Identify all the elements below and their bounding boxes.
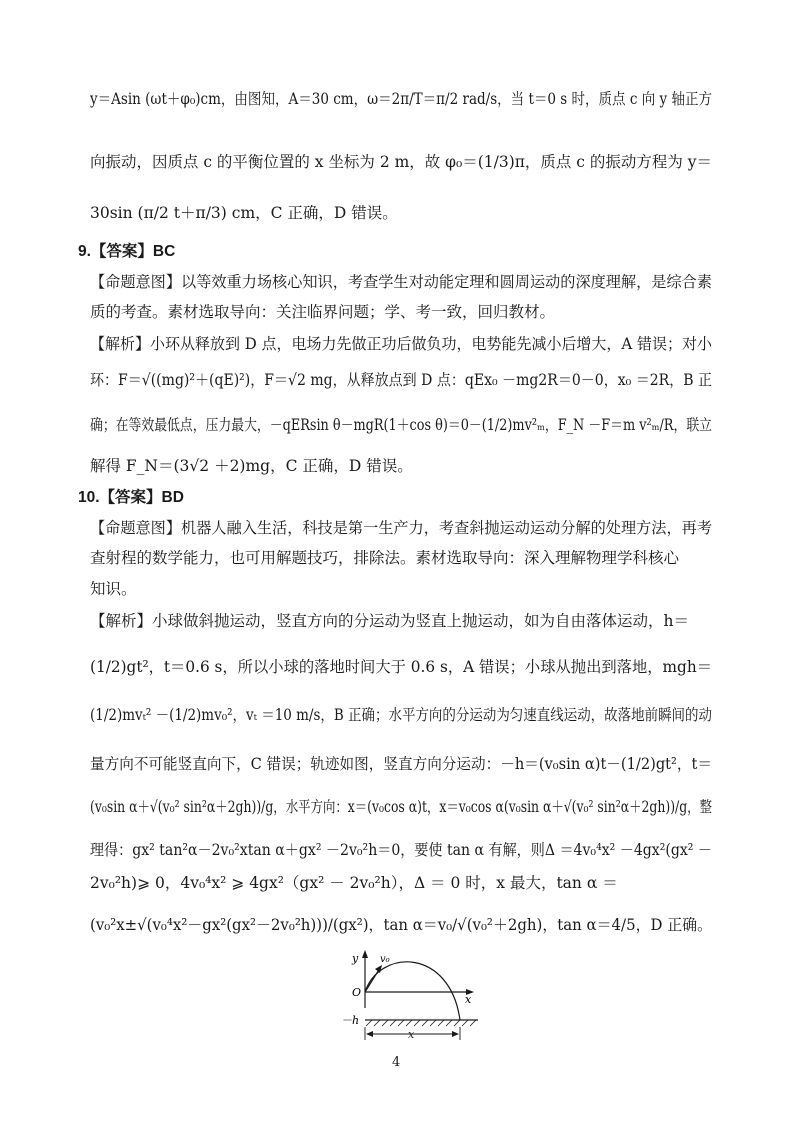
q10-analysis-line-3: (1/2)mvₜ² －(1/2)mv₀²，vₜ ＝10 m/s，B 正确；水平方向的分运动为匀速直线运动，故落地前瞬间的动 — [90, 706, 712, 724]
velocity-arrow — [365, 968, 380, 992]
y-axis-arrow — [362, 950, 368, 958]
q9-analysis-line-3: 确；在等效最低点，压力最大，－qERsin θ－mgR(1＋cos θ)＝0－(1/2)mv²ₘ，F_N －F＝m v²ₘ/R，联立 — [90, 416, 712, 434]
range-arrow-left — [366, 1031, 373, 1037]
q10-intent-line-2: 查射程的数学能力，也可用解题技巧，排除法。素材选取导向：深入理解物理学科核心 — [90, 549, 680, 567]
y-axis-label: y — [352, 952, 359, 965]
q8-line-1: y＝Asin (ωt＋φ₀)cm，由图知，A＝30 cm，ω＝2π/T＝π/2 rad/s，当 t＝0 s 时，质点 c 向 y 轴正方 — [90, 90, 712, 108]
q9-answer: 9.【答案】BC — [78, 243, 176, 260]
q10-analysis-line-5: (v₀sin α＋√(v₀² sin²α＋2gh))/g，水平方向：x＝(v₀cos α)t，x＝v₀cos α(v₀sin α＋√(v₀² sin²α＋2gh))/g，整 — [90, 798, 712, 816]
ground-hatching — [366, 1020, 476, 1026]
range-label: x — [408, 1028, 415, 1041]
q9-intent-line-2: 质的考查。素材选取导向：关注临界问题；学、考一致，回归教材。 — [90, 303, 556, 321]
q10-answer: 10.【答案】BD — [78, 489, 184, 506]
q10-intent-line-1: 【命题意图】机器人融入生活，科技是第一生产力，考查斜抛运动运动分解的处理方法，再考 — [90, 519, 712, 537]
q10-analysis-line-2: (1/2)gt²，t＝0.6 s，所以小球的落地时间大于 0.6 s，A 错误；小球从抛出到落地，mgh＝ — [90, 658, 712, 676]
q8-line-3: 30sin (π/2 t＋π/3) cm，C 正确，D 错误。 — [90, 204, 398, 222]
q10-intent-line-3: 知识。 — [90, 580, 137, 598]
x-axis-label: x — [465, 993, 472, 1006]
velocity-arrowhead — [375, 965, 382, 973]
origin-label: O — [352, 986, 362, 999]
q10-analysis-line-8: (v₀²x±√(v₀⁴x²－gx²(gx²－2v₀²h)))/(gx²)，tan α＝v₀/√(v₀²＋2gh)，tan α＝4/5，D 正确。 — [90, 916, 712, 934]
q9-analysis-line-1: 【解析】小环从释放到 D 点，电场力先做正功后做负功，电势能先减小后增大，A 错误；对小 — [90, 335, 712, 353]
q9-analysis-line-2: 环：F＝√((mg)²＋(qE)²)，F＝√2 mg，从释放点到 D 点：qEx₀ －mg2R＝0－0，x₀ ＝2R，B 正 — [90, 371, 712, 389]
q10-analysis-line-4: 量方向不可能竖直向下，C 错误；轨迹如图，竖直方向分运动：－h＝(v₀sin α)t－(1/2)gt²，t＝ — [90, 755, 712, 773]
q10-analysis-line-6: 理得：gx² tan²α－2v₀²xtan α＋gx² －2v₀²h＝0，要使 tan α 有解，则Δ ＝4v₀⁴x² －4gx²(gx² － — [90, 841, 712, 859]
q9-intent-line-1: 【命题意图】以等效重力场核心知识，考查学生对动能定理和圆周运动的深度理解，是综合素 — [90, 273, 712, 291]
q10-analysis-line-7: 2v₀²h)⩾ 0，4v₀⁴x² ⩾ 4gx²（gx² － 2v₀²h），Δ ＝ 0 时，x 最大，tan α ＝ — [90, 874, 618, 892]
q9-analysis-line-4: 解得 F_N＝(3√2 ＋2)mg，C 正确，D 错误。 — [90, 457, 413, 475]
range-arrow-right — [452, 1031, 459, 1037]
h-label: －h — [341, 1014, 360, 1027]
q8-line-2: 向振动，因质点 c 的平衡位置的 x 坐标为 2 m，故 φ₀＝(1/3)π，质点 c 的振动方程为 y＝ — [90, 153, 712, 171]
q10-analysis-line-1: 【解析】小球做斜抛运动，竖直方向的分运动为竖直上抛运动，如为自由落体运动，h＝ — [90, 612, 689, 630]
page-number: 4 — [392, 1055, 401, 1070]
velocity-label: v₀ — [380, 954, 390, 965]
